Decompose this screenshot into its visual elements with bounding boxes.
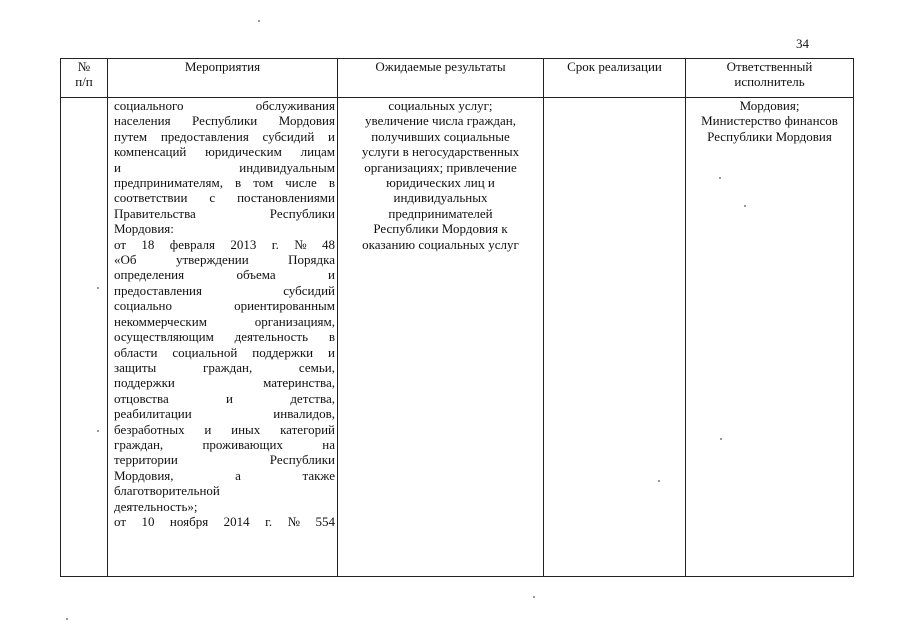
results-line: услуги в негосударственных (361, 144, 520, 160)
results-text (338, 98, 543, 252)
results-line: оказанию социальных услуг (362, 236, 519, 252)
header-measures: Мероприятия (108, 59, 338, 98)
table-header-row (61, 59, 854, 98)
measures-line: от 18 февраля 2013 г. № 48 (114, 236, 335, 252)
measures-line: безработных и иных категорий (114, 421, 335, 437)
header-number-line1: № (77, 59, 91, 74)
measures-line: реабилитации инвалидов, (114, 406, 335, 422)
measures-line: путем предоставления субсидий и (114, 128, 335, 144)
scan-speck (97, 430, 99, 432)
measures-line: отцовства и детства, (114, 390, 335, 406)
measures-line: деятельность»; (114, 498, 198, 514)
measures-line: соответствии с постановлениями (114, 190, 335, 206)
scan-speck (97, 287, 99, 289)
executor-text (686, 98, 853, 144)
measures-line: Мордовия, а также (114, 467, 335, 483)
cell-deadline (544, 98, 686, 577)
measures-line: Мордовия: (114, 221, 174, 237)
measures-line: от 10 ноября 2014 г. № 554 (114, 513, 335, 529)
header-number-line2: п/п (75, 74, 93, 89)
measures-line: области социальной поддержки и (114, 344, 335, 360)
results-line: социальных услуг; (388, 98, 493, 113)
measures-line: поддержки материнства, (114, 375, 335, 391)
executor-line: Министерство финансов (701, 113, 838, 129)
page-number: 34 (796, 36, 809, 51)
cell-results (338, 98, 544, 577)
header-executor-line2: исполнитель (734, 74, 805, 89)
scan-speck (744, 205, 746, 207)
scan-speck (719, 177, 721, 179)
results-line: увеличение числа граждан, (365, 113, 516, 129)
results-line: предпринимателей (388, 205, 493, 221)
measures-line: определения объема и (114, 267, 335, 283)
measures-line: благотворительной (114, 483, 220, 499)
scan-speck (258, 20, 260, 22)
results-line: индивидуальных (393, 190, 488, 206)
cell-executor (686, 98, 854, 577)
measures-line: социального обслуживания (114, 98, 335, 113)
executor-line: Республики Мордовия (707, 128, 832, 144)
scan-speck (533, 596, 535, 598)
header-executor (686, 59, 854, 98)
measures-line: граждан, проживающих на (114, 436, 335, 452)
measures-line: и индивидуальным (114, 159, 335, 175)
measures-line: территории Республики (114, 452, 335, 468)
header-executor-line1: Ответственный (726, 59, 813, 74)
results-line: организациях; привлечение (364, 159, 517, 175)
scan-speck (66, 618, 68, 620)
cell-number (61, 98, 108, 577)
measures-line: населения Республики Мордовия (114, 113, 335, 129)
executor-line: Мордовия; (739, 98, 800, 113)
measures-line: предпринимателям, в том числе в (114, 175, 335, 191)
measures-line: осуществляющим деятельность в (114, 329, 335, 345)
results-line: юридических лиц и (386, 175, 495, 191)
results-line: Республики Мордовия к (373, 221, 508, 237)
measures-text (108, 98, 337, 529)
measures-line: защиты граждан, семьи, (114, 359, 335, 375)
table-row (61, 98, 854, 577)
header-results: Ожидаемые результаты (338, 59, 544, 98)
measures-line: Правительства Республики (114, 205, 335, 221)
measures-line: предоставления субсидий (114, 282, 335, 298)
cell-measures (108, 98, 338, 577)
results-line: получивших социальные (371, 128, 510, 144)
scan-speck (720, 438, 722, 440)
measures-table (60, 58, 854, 577)
measures-line: социально ориентированным (114, 298, 335, 314)
scan-speck (658, 480, 660, 482)
measures-line: «Об утверждении Порядка (114, 252, 335, 268)
measures-line: некоммерческим организациям, (114, 313, 335, 329)
header-number (61, 59, 108, 98)
header-deadline: Срок реализации (544, 59, 686, 98)
measures-line: компенсаций юридическим лицам (114, 144, 335, 160)
